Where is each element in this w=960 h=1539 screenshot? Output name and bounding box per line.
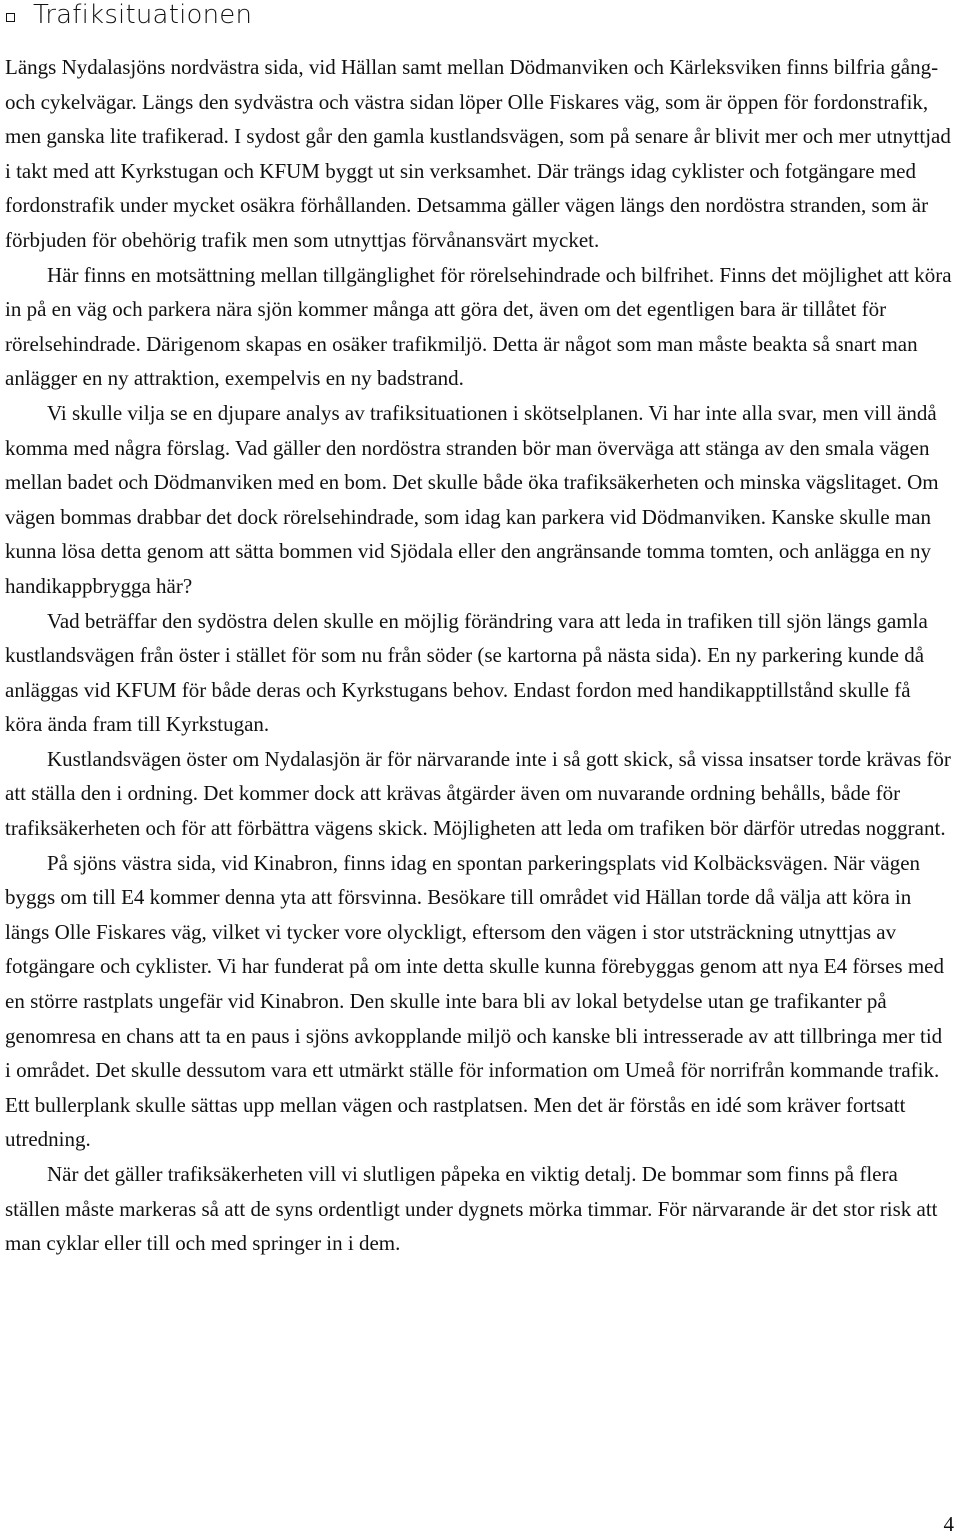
page-number: 4 bbox=[943, 1512, 954, 1536]
document-body bbox=[5, 50, 953, 1261]
paragraph-7: När det gäller trafiksäkerheten vill vi slutligen påpeka en viktig detalj. De bommar som finns på flera ställen måste markeras så att de syns ordentligt under dygnets mörka timmar. För närvarande är det stor risk att man cyklar eller till och med springer in i dem. bbox=[5, 1162, 938, 1256]
paragraph-2: Här finns en motsättning mellan tillgänglighet för rörelsehindrade och bilfrihet. Finns det möjlighet att köra in på en väg och parkera nära sjön kommer många att göra det, även om det egentligen bara är tillåtet för rörelsehindrade. Därigenom skapas en osäker trafikmiljö. Detta är något som man måste beakta så snart man anlägger en ny attraktion, exempelvis en ny badstrand. bbox=[5, 262, 952, 391]
paragraph-4: Vad beträffar den sydöstra delen skulle en möjlig förändring vara att leda in trafiken till sjön längs gamla kustlandsvägen från öster i stället för som nu från söder (se kartorna på nästa sida). En ny parkering kunde då anläggas vid KFUM för både deras och Kyrkstugans behov. Endast fordon med handikapptillstånd skulle få köra ända fram till Kyrkstugan. bbox=[5, 608, 928, 737]
paragraph-5: Kustlandsvägen öster om Nydalasjön är för närvarande inte i så gott skick, så vissa insatser torde krävas för att ställa den i ordning. Det kommer dock att krävas åtgärder även om nuvarande ordning behålls, både för trafiksäkerheten och för att förbättra vägens skick. Möjligheten att leda om trafiken bör därför utredas noggrant. bbox=[5, 746, 951, 841]
checkbox-square-icon bbox=[6, 13, 15, 22]
section-heading bbox=[4, 0, 252, 30]
paragraph-3: Vi skulle vilja se en djupare analys av trafiksituationen i skötselplanen. Vi har inte alla svar, men vill ändå komma med några förslag. Vad gäller den nordöstra stranden bör man överväga att stänga av den smala vägen mellan badet och Dödmanviken med en bom. Det skulle både öka trafiksäkerheten och minska vägslitaget. Om vägen bommas drabbar det dock rörelsehindrade, som idag kan parkera vid Dödmanviken. Kanske skulle man kunna lösa detta genom att sätta bommen vid Sjödala eller den angränsande tomma tomten, och anlägga en ny handikappbrygga här? bbox=[5, 400, 939, 598]
paragraph-6: På sjöns västra sida, vid Kinabron, finns idag en spontan parkeringsplats vid Kolbäcksvägen. När vägen byggs om till E4 kommer denna yta att försvinna. Besökare till området vid Hällan torde då välja att köra in längs Olle Fiskares väg, vilket vi tycker vore olyckligt, eftersom den vägen i stor utsträckning utnyttjas av fotgängare och cyklister. Vi har funderat på om inte detta skulle kunna förebyggas genom att nya E4 förses med en större rastplats ungefär vid Kinabron. Den skulle inte bara bli av lokal betydelse utan ge trafikanter på genomresa en chans att ta en paus i sjöns avkopplande miljö och kanske bli intresserade av att tillbringa mer tid i området. Det skulle dessutom vara ett utmärkt ställe för information om Umeå för norrifrån kommande trafik. Ett bullerplank skulle sättas upp mellan vägen och rastplatsen. Men det är förstås en idé som kräver fortsatt utredning. bbox=[5, 850, 944, 1152]
section-title: Trafiksituationen bbox=[33, 0, 253, 30]
paragraph-1: Längs Nydalasjöns nordvästra sida, vid Hällan samt mellan Dödmanviken och Kärleksviken finns bilfria gång- och cykelvägar. Längs den sydvästra och västra sidan löper Olle Fiskares väg, som är öppen för fordonstrafik, men ganska lite trafikerad. I sydost går den gamla kustlandsvägen, som på senare år blivit mer och mer utnyttjad i takt med att Kyrkstugan och KFUM byggt ut sin verksamhet. Där trängs idag cyklister och fotgängare med fordonstrafik under mycket osäkra förhållanden. Detsamma gäller vägen längs den nordöstra stranden, som är förbjuden för obehörig trafik men som utnyttjas förvånansvärt mycket. bbox=[5, 55, 951, 252]
